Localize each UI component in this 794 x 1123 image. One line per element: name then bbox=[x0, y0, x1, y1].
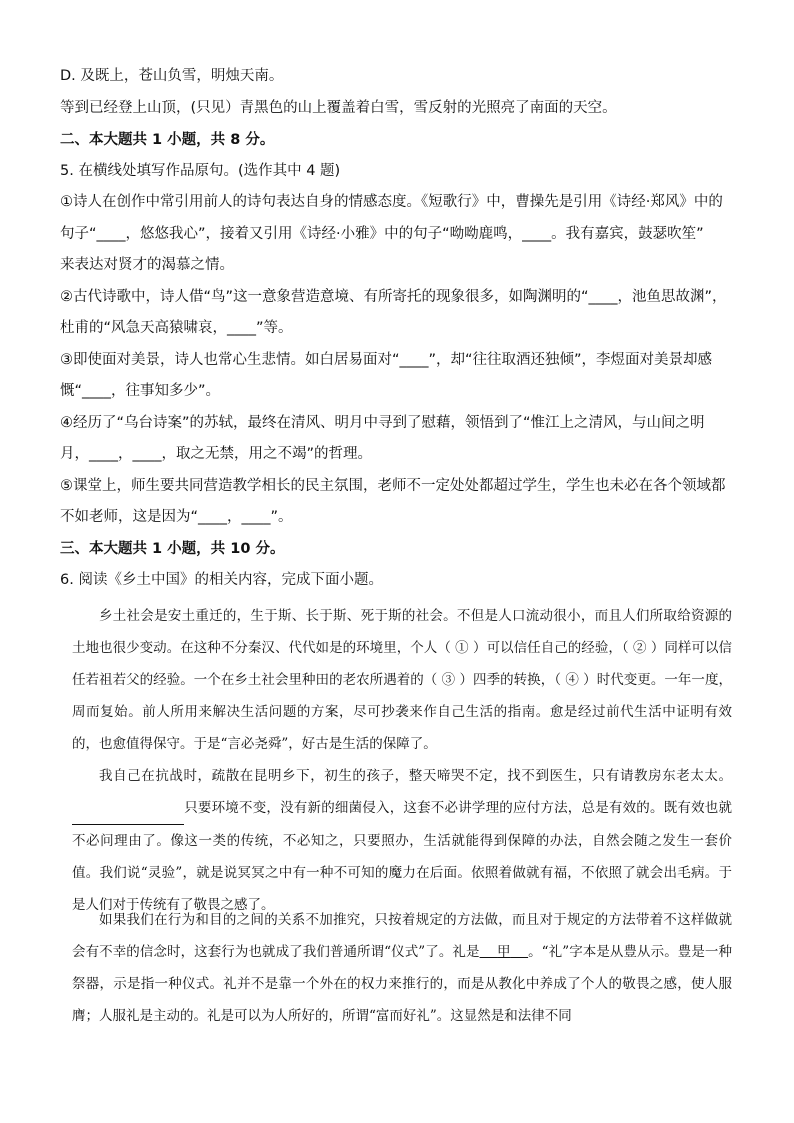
q5-item-2-line-1: ②古代诗歌中，诗人借“鸟”这一意象营造意境、有所寄托的现象很多，如陶渊明的“____，池鱼思故渊”， bbox=[60, 289, 727, 305]
q5-item-5-line-2: 不如老师，这是因为“____，____”。 bbox=[60, 509, 293, 525]
question-6-intro: 6. 阅读《乡土中国》的相关内容，完成下面小题。 bbox=[60, 572, 383, 588]
passage-paragraph-3-start: 如果我们在行为和目的之间的关系不加推究，只按着规定的方法做，而且对于规定的方法带着不这样做就会有不幸的信念时，这套行为也就成了我们普通所谓“仪式”了。礼是 bbox=[72, 912, 732, 960]
answer-blank bbox=[72, 792, 184, 825]
q5-item-1-line-1: ①诗人在创作中常引用前人的诗句表达自身的情感态度。《短歌行》中，曹操先是引用《诗经·郑风》中的 bbox=[60, 194, 723, 210]
passage-paragraph-3 bbox=[72, 904, 732, 1032]
q5-item-3-line-2: 慨“____，往事知多少”。 bbox=[60, 383, 221, 399]
section-3-title: 三、本大题共 1 小题，共 10 分。 bbox=[60, 541, 285, 557]
passage-paragraph-2-rest: 只要环境不变，没有新的细菌侵入，这套不必讲学理的应付方法，总是有效的。既有效也就不必问理由了。像这一类的传统，不必知之，只要照办，生活就能得到保障的办法，自然会随之发生一套价值。我们说“灵验”，就是说冥冥之中有一种不可知的魔力在后面。依照着做就有福，不依照了就会出毛病。于是人们对于传统有了敬畏之感了。 bbox=[72, 800, 732, 913]
q5-item-4-line-1: ④经历了“乌台诗案”的苏轼，最终在清风、明月中寻到了慰藉，领悟到了“惟江上之清风，与山间之明 bbox=[60, 415, 705, 431]
q5-item-1-line-2: 句子“____，悠悠我心”，接着又引用《诗经·小雅》中的句子“呦呦鹿鸣，____。我有嘉宾，鼓瑟吹笙” bbox=[60, 226, 704, 242]
option-d: D. 及既上，苍山负雪，明烛天南。 bbox=[60, 68, 284, 84]
section-2-title: 二、本大题共 1 小题，共 8 分。 bbox=[60, 132, 275, 148]
q5-item-1-line-3: 来表达对贤才的渴慕之情。 bbox=[60, 257, 234, 273]
passage-paragraph-1: 乡土社会是安土重迁的，生于斯、长于斯、死于斯的社会。不但是人口流动很小，而且人们所取给资源的土地也很少变动。在这种不分秦汉、代代如是的环境里，个人（ ① ）可以信任自己的经验，（ ② ）同样可以信任若祖若父的经验。一个在乡土社会里种田的老农所遇着的（ ③ ）四季的转换，（ ④ ）时代变更。一年一度，周而复始。前人所用来解决生活问题的方案，尽可抄袭来作自己生活的指南。愈是经过前代生活中证明有效的，也愈值得保守。于是“言必尧舜”，好古是生活的保障了。 bbox=[72, 608, 732, 752]
q5-item-2-line-2: 杜甫的“风急天高猿啸哀，____”等。 bbox=[60, 320, 293, 336]
question-5-intro: 5. 在横线处填写作品原句。(选作其中 4 题) bbox=[60, 163, 341, 179]
blank-jia bbox=[480, 944, 529, 960]
q5-item-4-line-2: 月，____，____，取之无禁，用之不竭”的哲理。 bbox=[60, 446, 373, 462]
passage-paragraph-2 bbox=[72, 760, 732, 921]
q5-item-5-line-1: ⑤课堂上，师生要共同营造教学相长的民主氛围，老师不一定处处都超过学生，学生也未必在各个领域都 bbox=[60, 478, 726, 494]
passage-paragraph-2-start: 我自己在抗战时，疏散在昆明乡下，初生的孩子，整天啼哭不定，找不到医生，只有请教房东老太太。 bbox=[99, 768, 732, 784]
blank-jia-label: 甲 bbox=[497, 944, 511, 960]
passage-paragraph-3-rest: 。“礼”字本是从豊从示。豊是一种祭器，示是指一种仪式。礼并不是靠一个外在的权力来推行的，而是从教化中养成了个人的敬畏之感，使人服膺；人服礼是主动的。礼是可以为人所好的，所谓“富而好礼”。这显然是和法律不同 bbox=[72, 944, 732, 1024]
option-d-translation: 等到已经登上山顶，(只见）青黑色的山上覆盖着白雪，雪反射的光照亮了南面的天空。 bbox=[60, 100, 617, 116]
q5-item-3-line-1: ③即使面对美景，诗人也常心生悲情。如白居易面对“____”，却“往往取酒还独倾”，李煜面对美景却感 bbox=[60, 352, 713, 368]
